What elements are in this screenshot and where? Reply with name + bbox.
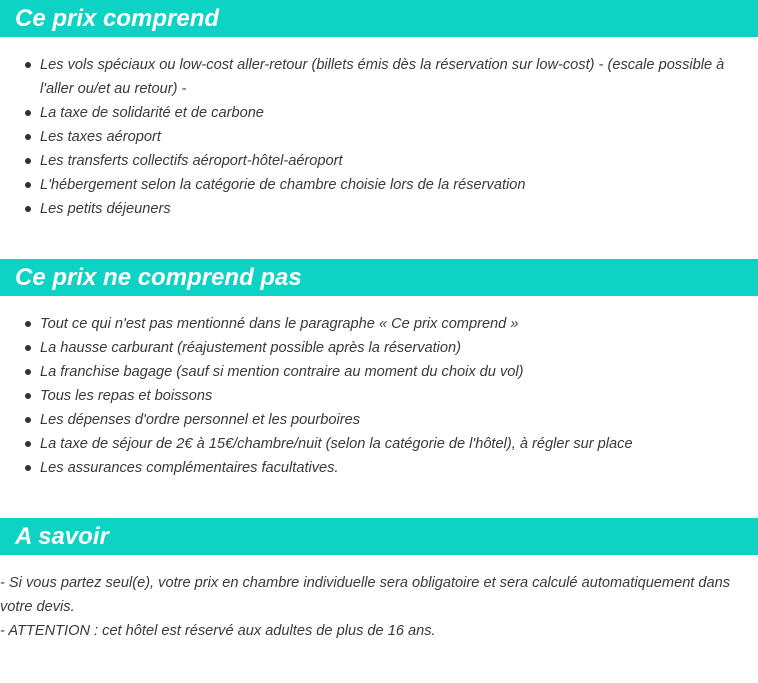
bullet-icon [25,62,31,68]
bullet-icon [25,345,31,351]
excluded-section-title: Ce prix ne comprend pas [0,259,758,296]
list-item [40,456,758,480]
bullet-icon [25,321,31,327]
excluded-list [0,296,758,480]
bullet-icon [25,182,31,188]
list-item [40,336,758,360]
list-item [40,125,758,149]
included-section [0,0,758,221]
list-item-text: Les taxes aéroport [40,129,161,145]
list-item-text: L'hébergement selon la catégorie de chambre choisie lors de la réservation [40,177,526,193]
list-item-text: Les dépenses d'ordre personnel et les pourboires [40,412,361,428]
list-item-text: La taxe de solidarité et de carbone [40,105,264,121]
list-item [40,53,758,101]
note-text: - Si vous partez seul(e), votre prix en chambre individuelle sera obligatoire et sera calculé automatiquement dans votre devis. [0,575,731,615]
bullet-icon [25,441,31,447]
list-item-text: La hausse carburant (réajustement possible après la réservation) [40,340,462,356]
savoir-section-title: A savoir [0,518,758,555]
list-item [40,173,758,197]
bullet-icon [25,393,31,399]
note-text: - ATTENTION : cet hôtel est réservé aux adultes de plus de 16 ans. [0,623,436,639]
list-item-text: Les transferts collectifs aéroport-hôtel-aéroport [40,153,343,169]
bullet-icon [25,369,31,375]
included-list [0,37,758,221]
bullet-icon [25,206,31,212]
bullet-icon [25,158,31,164]
list-item [40,432,758,456]
bullet-icon [25,134,31,140]
savoir-section [0,518,758,643]
list-item [40,360,758,384]
included-section-title: Ce prix comprend [0,0,758,37]
list-item-text: La taxe de séjour de 2€ à 15€/chambre/nuit (selon la catégorie de l'hôtel), à régler sur place [40,436,633,452]
list-item [40,149,758,173]
savoir-notes [0,555,758,643]
excluded-section [0,259,758,480]
list-item-text: La franchise bagage (sauf si mention contraire au moment du choix du vol) [40,364,524,380]
list-item [40,197,758,221]
list-item [40,312,758,336]
list-item-text: Les vols spéciaux ou low-cost aller-retour (billets émis dès la réservation sur low-cost) - (escale possible à l'aller ou/et au retour) - [40,57,725,97]
bullet-icon [25,465,31,471]
list-item-text: Tout ce qui n'est pas mentionné dans le paragraphe « Ce prix comprend » [40,316,519,332]
bullet-icon [25,110,31,116]
list-item [40,101,758,125]
list-item [40,384,758,408]
list-item-text: Les assurances complémentaires facultatives. [40,460,339,476]
bullet-icon [25,417,31,423]
list-item-text: Les petits déjeuners [40,201,171,217]
list-item [40,408,758,432]
list-item-text: Tous les repas et boissons [40,388,213,404]
